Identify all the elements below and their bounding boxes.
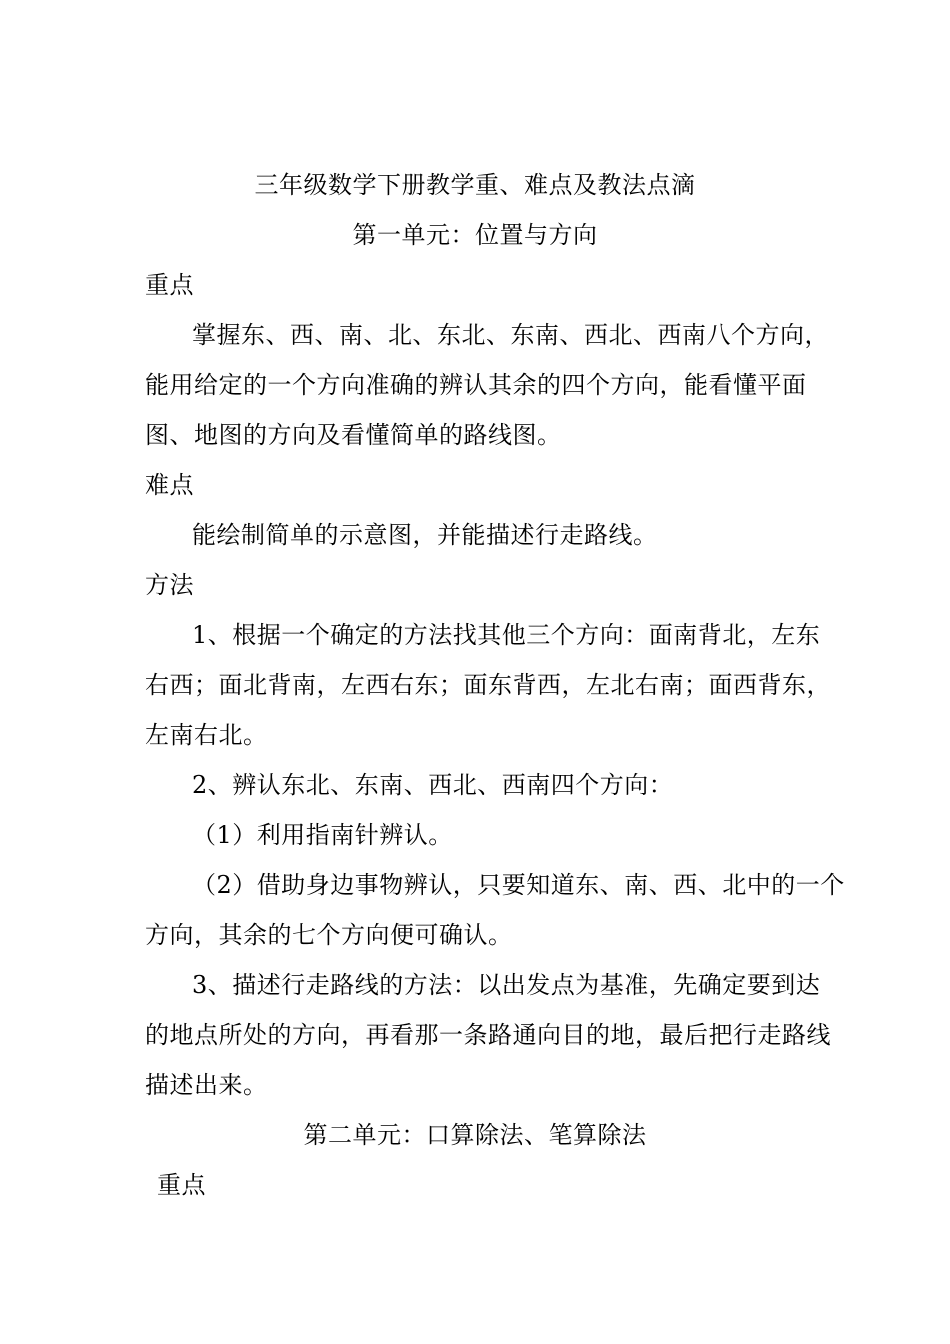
- unit1-method-line: 2、辨认东北、东南、西北、西南四个方向：: [192, 771, 674, 799]
- unit1-method-line: 描述出来。: [145, 1071, 268, 1099]
- unit1-method-line: 3、描述行走路线的方法：以出发点为基准，先确定要到达: [192, 971, 821, 999]
- unit1-method-line: （1）利用指南针辨认。: [192, 821, 453, 849]
- unit1-heading: 第一单元：位置与方向: [352, 221, 598, 249]
- unit1-method-line: 1、根据一个确定的方法找其他三个方向：面南背北，左东: [192, 621, 821, 649]
- unit1-method-label: 方法: [145, 571, 194, 599]
- unit1-method-line: 右西；面北背南，左西右东；面东背西，左北右南；面西背东，: [145, 671, 831, 699]
- unit2-key-label: 重点: [157, 1171, 206, 1199]
- unit1-key-label: 重点: [145, 271, 194, 299]
- unit1-difficulty-label: 难点: [145, 471, 194, 499]
- document-title: 三年级数学下册教学重、难点及教法点滴: [254, 171, 696, 199]
- unit2-heading: 第二单元：口算除法、笔算除法: [303, 1121, 647, 1149]
- unit1-method-line: 左南右北。: [145, 721, 268, 749]
- unit1-difficulty-line: 能绘制简单的示意图，并能描述行走路线。: [192, 521, 658, 549]
- unit1-key-line: 掌握东、西、南、北、东北、东南、西北、西南八个方向，: [192, 321, 829, 349]
- unit1-method-line: 的地点所处的方向，再看那一条路通向目的地，最后把行走路线: [145, 1021, 831, 1049]
- unit1-key-line: 能用给定的一个方向准确的辨认其余的四个方向，能看懂平面: [145, 371, 807, 399]
- unit1-method-line: （2）借助身边事物辨认，只要知道东、南、西、北中的一个: [192, 871, 845, 899]
- unit1-method-line: 方向，其余的七个方向便可确认。: [145, 921, 513, 949]
- unit1-key-line: 图、地图的方向及看懂简单的路线图。: [145, 421, 562, 449]
